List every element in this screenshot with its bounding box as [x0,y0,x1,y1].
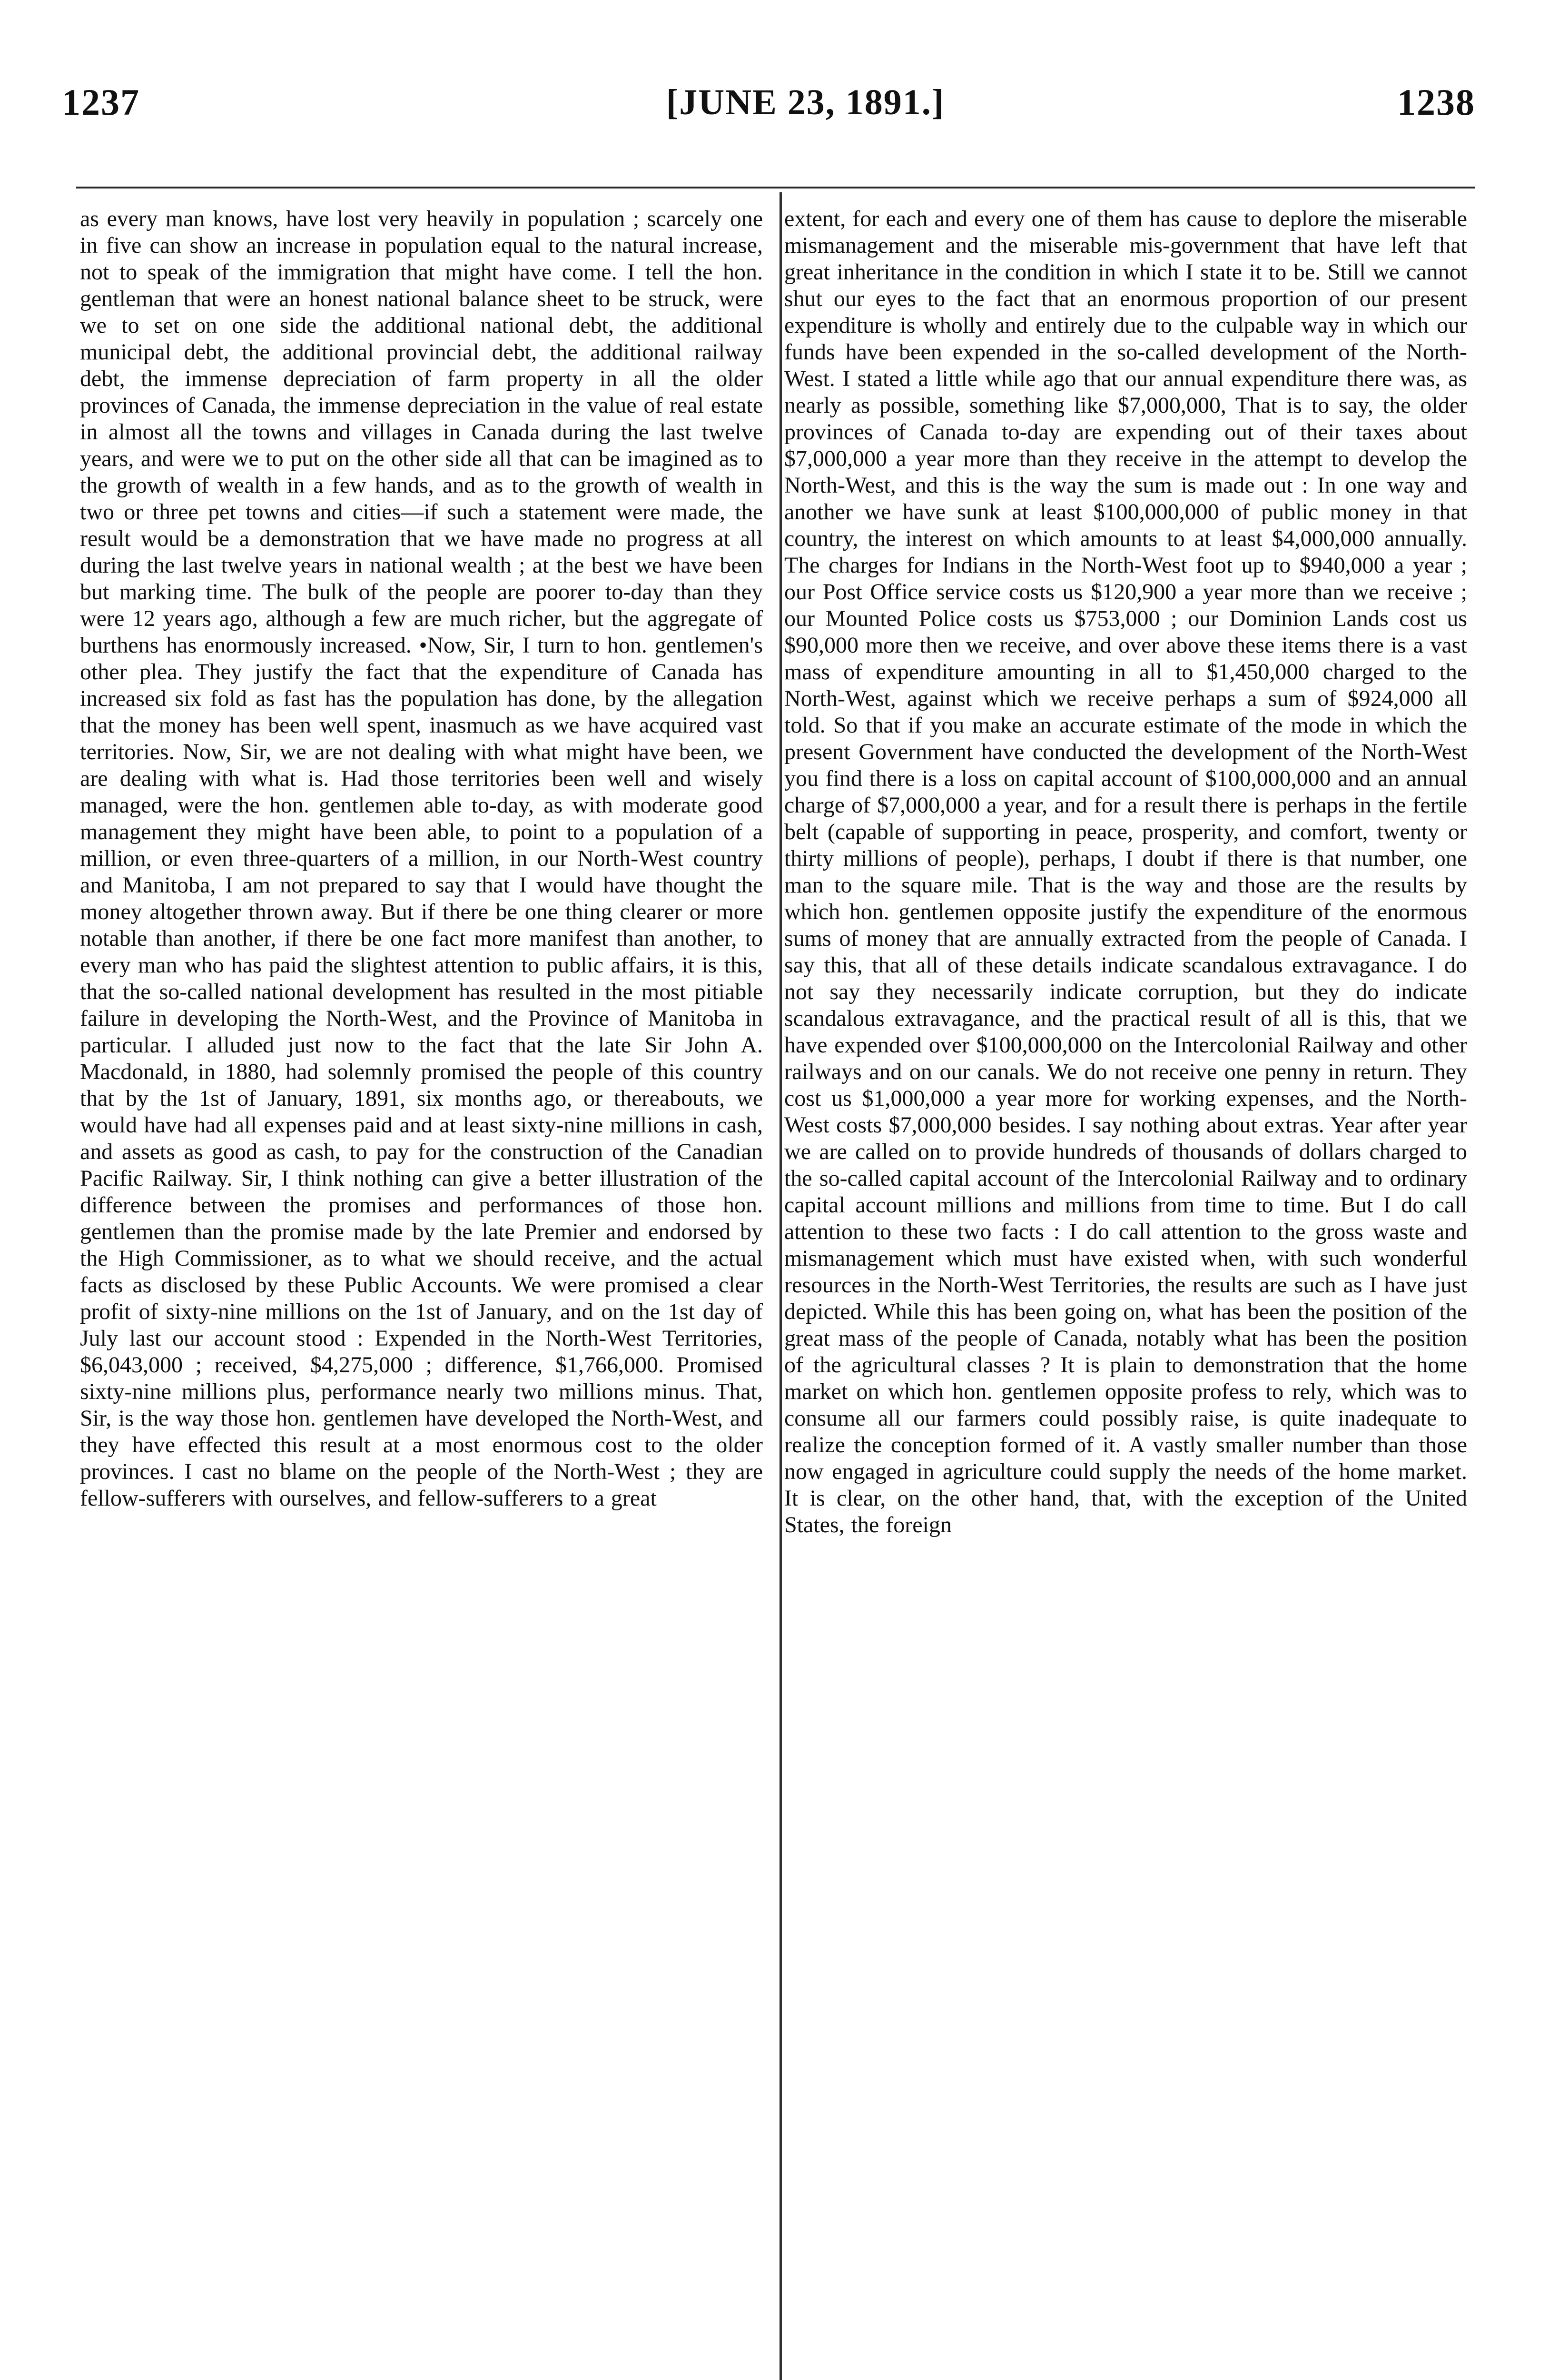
header-rule [76,187,1475,188]
page-header [62,76,1475,133]
page-number-left: 1237 [62,81,140,123]
left-text-column [80,206,763,1512]
column-divider [779,192,782,2380]
right-column-text: extent, for each and every one of them has cause to deplore the miserable mismanagement and the miserable mis-government that have left that great inheritance in the condition in which I state it to be. Still we cannot shut our eyes to the fact that an enormous proportion of our present expenditure is wholly and entirely due to the culpable way in which our funds have been expended in the so-called development of the North-West. I stated a little while ago that our annual expenditure there was, as nearly as possible, something like $7,000,000, That is to say, the older provinces of Canada to-day are expending out of their taxes about $7,000,000 a year more than they receive in the attempt to develop the North-West, and this is the way the sum is made out : In one way and another we have sunk at least $100,000,000 of public money in that country, the interest on which amounts to at least $4,000,000 annually. The charges for Indians in the North-West foot up to $940,000 a year ; our Post Office service costs us $120,900 a year more than we receive ; our Mounted Police costs us $753,000 ; our Dominion Lands cost us $90,000 more then we receive, and over above these items there is a vast mass of expenditure amounting in all to $1,450,000 charged to the North-West, against which we receive perhaps a sum of $924,000 all told. So that if you make an accurate estimate of the mode in which the present Government have conducted the development of the North-West you find there is a loss on capital account of $100,000,000 and an annual charge of $7,000,000 a year, and for a result there is perhaps in the fertile belt (capable of supporting in peace, prosperity, and comfort, twenty or thirty millions of people), perhaps, I doubt if there is that number, one man to the square mile. That is the way and those are the results by which hon. gentlemen opposite justify the expenditure of the enormous sums of money that are annually extracted from the people of Canada. I say this, that all of these details indicate scandalous extravagance. I do not say they necessarily indicate corruption, but they do indicate scandalous extravagance, and the practical result of all is this, that we have expended over $100,000,000 on the Intercolonial Railway and other railways and on our canals. We do not receive one penny in return. They cost us $1,000,000 a year more for working expenses, and the North-West costs $7,000,000 besides. I say nothing about extras. Year after year we are called on to provide hundreds of thousands of dollars charged to the so-called capital account of the Intercolonial Railway and to ordinary capital account millions and millions from time to time. But I do call attention to these two facts : I do call attention to the gross waste and mismanagement which must have existed when, with such wonderful resources in the North-West Territories, the results are such as I have just depicted. While this has been going on, what has been the position of the great mass of the people of Canada, notably what has been the position of the agricultural classes ? It is plain to demonstration that the home market on which hon. gentlemen opposite profess to rely, which was to consume all our farmers could possibly raise, is quite inadequate to realize the conception formed of it. A vastly smaller number than those now engaged in agriculture could supply the needs of the home market. It is clear, on the other hand, that, with the exception of the United States, the foreign [784,206,1467,1537]
page-date-title: [JUNE 23, 1891.] [666,82,945,122]
right-text-column [784,206,1467,1538]
left-column-text: as every man knows, have lost very heavily in population ; scarcely one in five can show an increase in population equal to the natural increase, not to speak of the immigration that might have come. I tell the hon. gentleman that were an honest national balance sheet to be struck, were we to set on one side the additional national debt, the additional municipal debt, the additional provincial debt, the additional railway debt, the immense depreciation of farm property in all the older provinces of Canada, the immense depreciation in the value of real estate in almost all the towns and villages in Canada during the last twelve years, and were we to put on the other side all that can be imagined as to the growth of wealth in a few hands, and as to the growth of wealth in two or three pet towns and cities—if such a statement were made, the result would be a demonstration that we have made no progress at all during the last twelve years in national wealth ; at the best we have been but marking time. The bulk of the people are poorer to-day than they were 12 years ago, although a few are much richer, but the aggregate of burthens has enormously increased. •Now, Sir, I turn to hon. gentlemen's other plea. They justify the fact that the expenditure of Canada has increased six fold as fast has the population has done, by the allegation that the money has been well spent, inasmuch as we have acquired vast territories. Now, Sir, we are not dealing with what might have been, we are dealing with what is. Had those territories been well and wisely managed, were the hon. gentlemen able to-day, as with moderate good management they might have been able, to point to a population of a million, or even three-quarters of a million, in our North-West country and Manitoba, I am not prepared to say that I would have thought the money altogether thrown away. But if there be one thing clearer or more notable than another, if there be one fact more manifest than another, to every man who has paid the slightest attention to public affairs, it is this, that the so-called national development has resulted in the most pitiable failure in developing the North-West, and the Province of Manitoba in particular. I alluded just now to the fact that the late Sir John A. Macdonald, in 1880, had solemnly promised the people of this country that by the 1st of January, 1891, six months ago, or thereabouts, we would have had all expenses paid and at least sixty-nine millions in cash, and assets as good as cash, to pay for the construction of the Canadian Pacific Railway. Sir, I think nothing can give a better illustration of the difference between the promises and performances of those hon. gentlemen than the promise made by the late Premier and endorsed by the High Commissioner, as to what we should receive, and the actual facts as disclosed by these Public Accounts. We were promised a clear profit of sixty-nine millions on the 1st of January, and on the 1st day of July last our account stood : Expended in the North-West Territories, $6,043,000 ; received, $4,275,000 ; difference, $1,766,000. Promised sixty-nine millions plus, performance nearly two millions minus. That, Sir, is the way those hon. gentlemen have developed the North-West, and they have effected this result at a most enormous cost to the older provinces. I cast no blame on the people of the North-West ; they are fellow-sufferers with ourselves, and fellow-sufferers to a great [80,206,763,1511]
page-number-right: 1238 [1397,81,1475,123]
